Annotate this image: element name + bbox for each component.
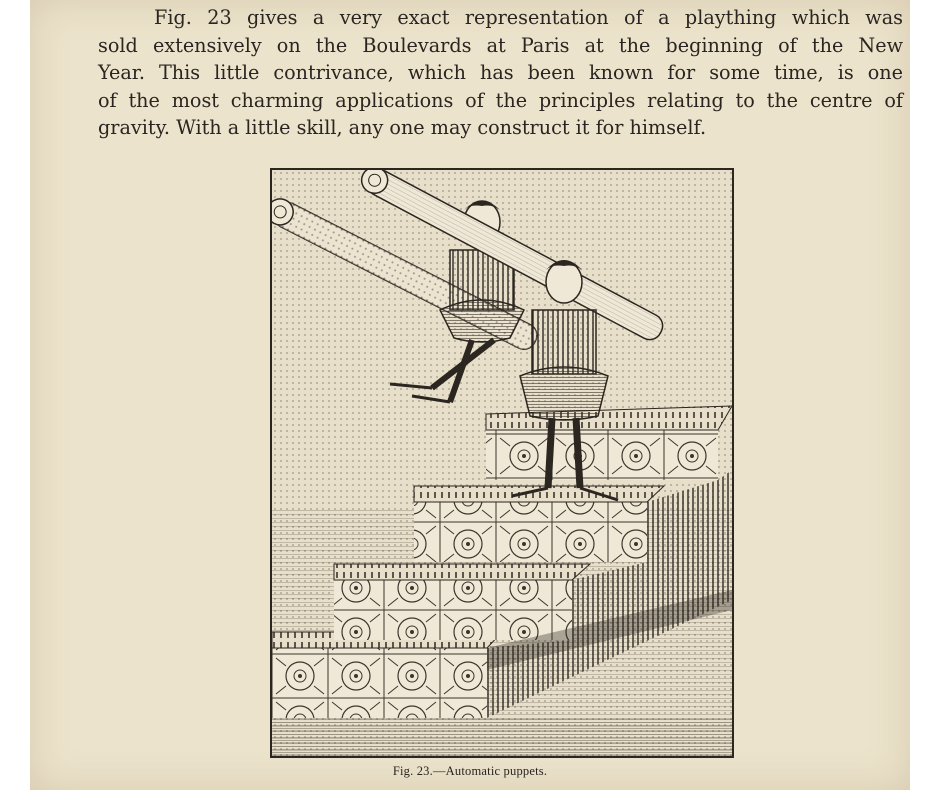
- caption-text: —Automatic puppets.: [432, 764, 548, 778]
- paragraph-line: gravity. With a little skill, any one may construct it for himself.: [98, 116, 707, 140]
- caption-label: Fig. 23.: [392, 764, 433, 778]
- engraving-automatic-puppets: [270, 168, 734, 758]
- paragraph-line: sold extensively on the Boulevards at Paris at the beginning of the New: [98, 33, 903, 57]
- paragraph-line: of the most charming applications of the principles relating to the centre of: [98, 88, 903, 112]
- paragraph-line: Year. This little contrivance, which has been known for some time, is one: [98, 61, 903, 85]
- book-page: [30, 0, 910, 790]
- puppets-illustration: [272, 170, 732, 756]
- figure-caption: [30, 764, 910, 779]
- paragraph-line: Fig. 23 gives a very exact representation of a plaything which was: [154, 6, 903, 29]
- body-paragraph: [98, 4, 903, 142]
